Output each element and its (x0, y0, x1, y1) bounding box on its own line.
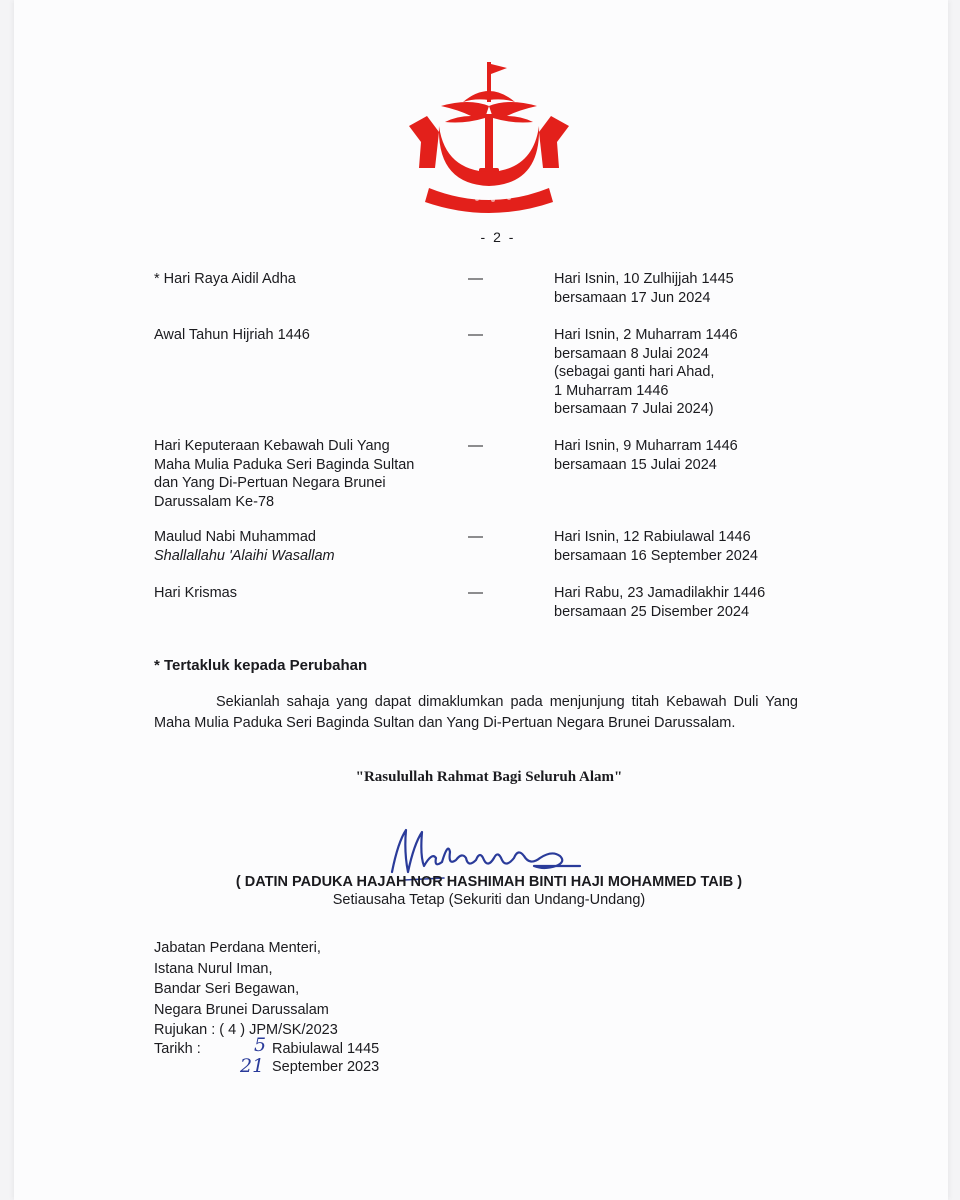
holiday-date-line: Hari Isnin, 12 Rabiulawal 1446 (554, 529, 751, 545)
subject-to-change-note: * Tertakluk kepada Perubahan (154, 657, 368, 674)
holiday-name-line: Maha Mulia Paduka Seri Baginda Sultan (154, 456, 415, 473)
holiday-name-line: Hari Krismas (154, 585, 237, 601)
holiday-date-line: Hari Isnin, 2 Muharram 1446 (554, 327, 738, 343)
brunei-state-crest-icon (399, 56, 579, 216)
separator-dash: — (468, 326, 483, 343)
signatory-title: Setiausaha Tetap (Sekuriti dan Undang-Undang) (332, 892, 646, 908)
holiday-name (154, 270, 454, 289)
holiday-date (554, 584, 854, 621)
holiday-date (554, 326, 854, 419)
holiday-name-line: Shallallahu 'Alaihi Wasallam (154, 547, 335, 564)
signatory-name: ( DATIN PADUKA HAJAH NOR HASHIMAH BINTI HAJI MOHAMMED TAIB ) (235, 874, 743, 890)
holiday-name (154, 326, 454, 345)
holiday-name (154, 437, 454, 511)
holiday-date-line: (sebagai ganti hari Ahad, (554, 364, 715, 381)
holiday-name-line: Darussalam Ke-78 (154, 493, 275, 510)
holiday-name-line: Maulud Nabi Muhammad (154, 529, 316, 545)
holiday-name-line: * Hari Raya Aidil Adha (154, 271, 296, 287)
separator-dash: — (468, 584, 483, 601)
holiday-name (154, 584, 454, 603)
holiday-date-line: bersamaan 17 Jun 2024 (554, 289, 711, 306)
handwritten-hijri-day: 5 (254, 1033, 267, 1056)
address-line: Negara Brunei Darussalam (154, 1001, 329, 1018)
holiday-date (554, 437, 854, 474)
holiday-date-line: Hari Rabu, 23 Jamadilakhir 1446 (554, 585, 766, 601)
hijri-date-text: Rabiulawal 1445 (272, 1040, 380, 1057)
holiday-date-line: bersamaan 8 Julai 2024 (554, 345, 709, 362)
holiday-date-line: bersamaan 25 Disember 2024 (554, 603, 750, 620)
reference-label: Rujukan : (154, 1022, 216, 1038)
separator-dash: — (468, 528, 483, 545)
address-line: Bandar Seri Begawan, (154, 981, 300, 997)
reference-line (154, 1021, 338, 1040)
holiday-date-line: Hari Isnin, 10 Zulhijjah 1445 (554, 271, 734, 287)
holiday-name-line: Awal Tahun Hijriah 1446 (154, 327, 310, 343)
page-number: - 2 - (480, 229, 516, 245)
motto: "Rasulullah Rahmat Bagi Seluruh Alam" (355, 769, 623, 785)
reference-value: ( 4 ) JPM/SK/2023 (219, 1022, 338, 1038)
date-line-2 (154, 1055, 380, 1077)
closing-paragraph: Sekianlah sahaja yang dapat dimaklumkan pada menjunjung titah Kebawah Duli Yang Maha Mulia Paduka Seri Baginda Sultan dan Yang Di-Pertuan Negara Brunei Darussalam. (154, 694, 798, 731)
address-block (154, 938, 329, 1020)
address-line: Istana Nurul Iman, (154, 960, 273, 977)
gregorian-date-text: September 2023 (272, 1059, 380, 1075)
handwritten-gregorian-day: 21 (240, 1055, 265, 1077)
holiday-date-line: bersamaan 15 Julai 2024 (554, 456, 717, 473)
holiday-date-line: bersamaan 7 Julai 2024) (554, 401, 714, 418)
holiday-date-line: bersamaan 16 September 2024 (554, 547, 758, 564)
separator-dash: — (468, 270, 483, 287)
holiday-name (154, 528, 454, 565)
letter-page (14, 0, 948, 1200)
holiday-date (554, 270, 854, 307)
holiday-name-line: dan Yang Di-Pertuan Negara Brunei (154, 475, 386, 492)
date-label: Tarikh : (154, 1040, 201, 1057)
separator-dash: — (468, 437, 483, 454)
reference-block (154, 1021, 380, 1077)
holiday-name-line: Hari Keputeraan Kebawah Duli Yang (154, 438, 390, 454)
holiday-date-line: 1 Muharram 1446 (554, 382, 669, 399)
holiday-date-line: Hari Isnin, 9 Muharram 1446 (554, 438, 738, 454)
address-line: Jabatan Perdana Menteri, (154, 940, 321, 956)
holiday-date (554, 528, 854, 565)
